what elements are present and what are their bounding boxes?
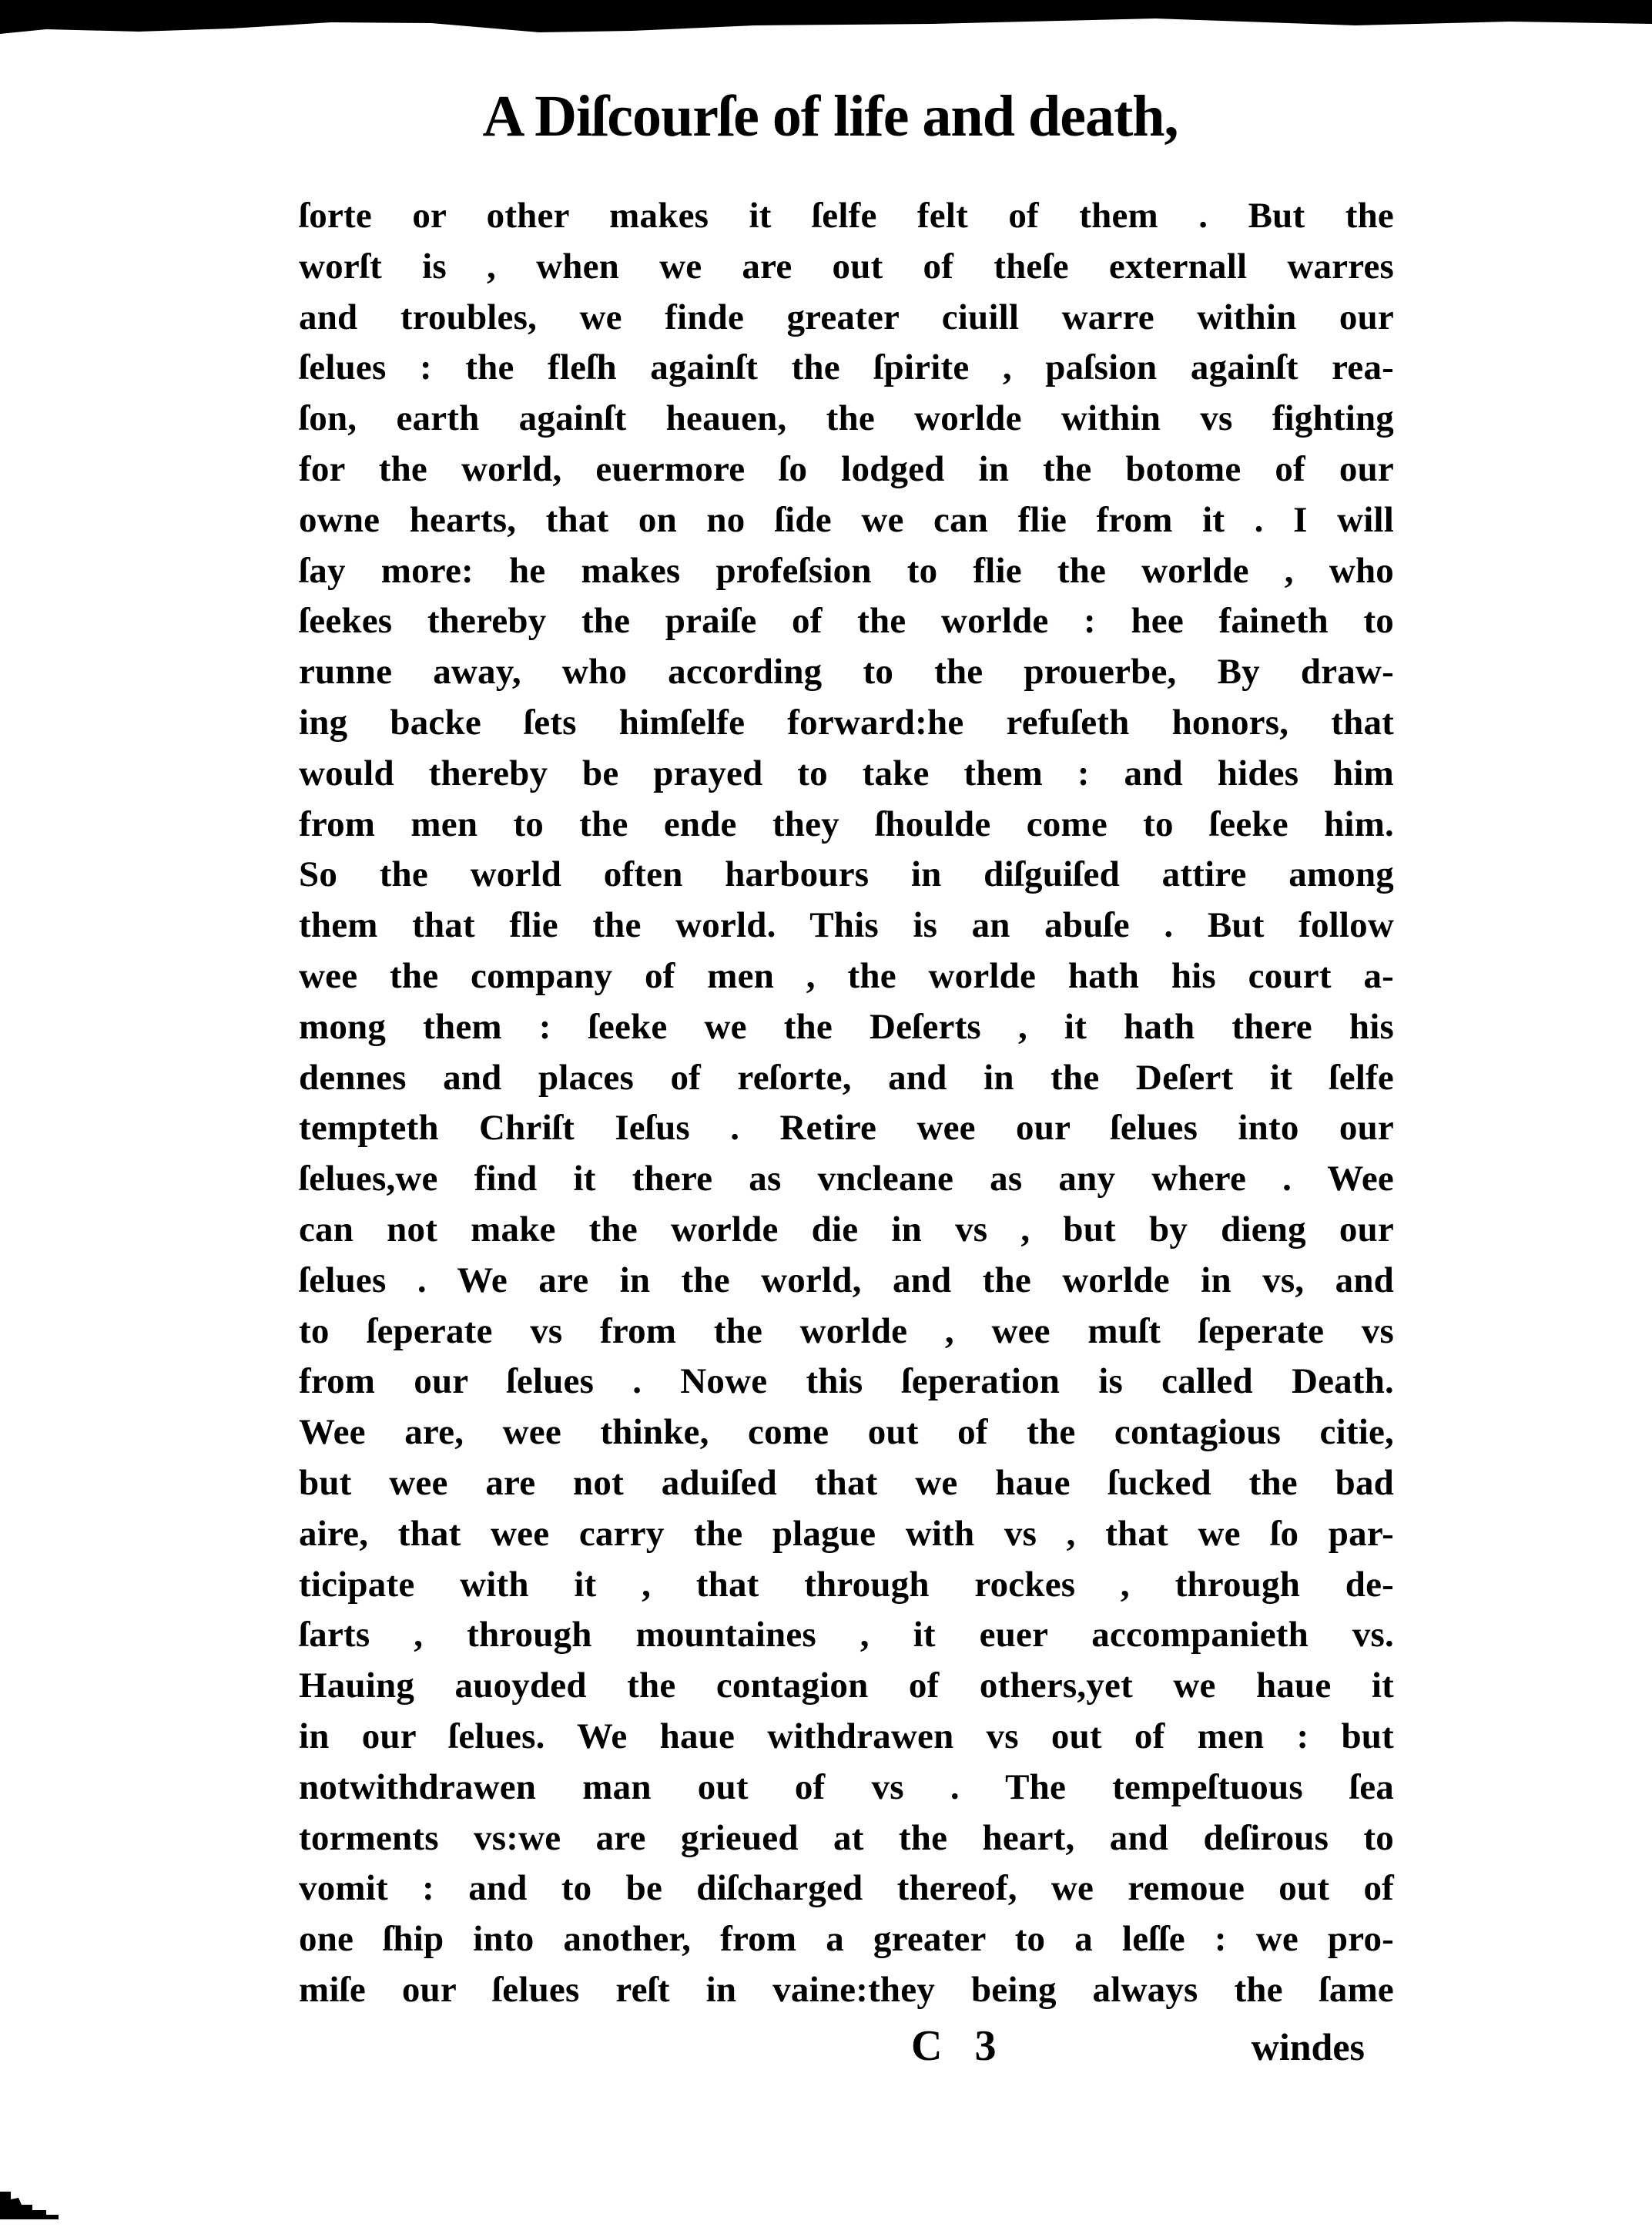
text-line: and troubles, we finde greater ciuill warre within our — [299, 297, 1394, 337]
text-line: ſelues . We are in the world, and the worlde in vs, and — [299, 1260, 1394, 1300]
scan-artifact-bottom-left — [0, 2188, 77, 2230]
scan-artifact-top-band — [0, 0, 1652, 54]
text-line: ſon, earth againſt heauen, the worlde within vs fighting — [299, 398, 1394, 439]
text-line: would thereby be prayed to take them : and hides him — [299, 753, 1394, 793]
text-line: ticipate with it , that through rockes , through de- — [299, 1564, 1394, 1605]
text-line: Wee are, wee thinke, come out of the contagious citie, — [299, 1412, 1394, 1453]
body-text-block — [299, 191, 1394, 2016]
text-line: runne away, who according to the prouerbe, By draw- — [299, 652, 1394, 693]
text-line: aire, that wee carry the plague with vs , that we ſo par- — [299, 1513, 1394, 1554]
text-line: owne hearts, that on no ſide we can flie from it . I will — [299, 499, 1394, 540]
text-line: can not make the worlde die in vs , but by dieng our — [299, 1209, 1394, 1249]
text-line: ing backe ſets himſelfe forward:he refuſeth honors, that — [299, 702, 1394, 743]
text-line: ſorte or other makes it ſelfe felt of them . But the — [299, 196, 1394, 236]
text-line: from men to the ende they ſhoulde come to ſeeke him. — [299, 803, 1394, 844]
text-line: to ſeperate vs from the worlde , wee muſt ſeperate vs — [299, 1310, 1394, 1351]
text-line: ſarts , through mountaines , it euer accompanieth vs. — [299, 1615, 1394, 1655]
text-line: notwithdrawen man out of vs . The tempeſtuous ſea — [299, 1766, 1394, 1807]
text-line: but wee are not aduiſed that we haue ſucked the bad — [299, 1462, 1394, 1503]
text-line: ſelues : the fleſh againſt the ſpirite , paſsion againſt rea- — [299, 347, 1394, 388]
catchword: windes — [1251, 2025, 1365, 2068]
text-line: tempteth Chriſt Ieſus . Retire wee our ſelues into our — [299, 1108, 1394, 1149]
text-line: ſeekes thereby the praiſe of the worlde : hee faineth to — [299, 601, 1394, 642]
text-line: one ſhip into another, from a greater to a leſſe : we pro- — [299, 1919, 1394, 1960]
text-line: ſelues,we find it there as vncleane as any where . Wee — [299, 1159, 1394, 1199]
text-line: torments vs:we are grieued at the heart, and deſirous to — [299, 1817, 1394, 1858]
text-line: ſay more: he makes profeſsion to flie the worlde , who — [299, 550, 1394, 591]
text-line: dennes and places of reſorte, and in the Deſert it ſelfe — [299, 1057, 1394, 1098]
text-line: miſe our ſelues reſt in vaine:they being always the ſame — [299, 1969, 1394, 2010]
text-line: wee the company of men , the worlde hath his court a- — [299, 955, 1394, 996]
text-line: mong them : ſeeke we the Deſerts , it hath there his — [299, 1006, 1394, 1047]
text-line: Hauing auoyded the contagion of others,yet we haue it — [299, 1665, 1394, 1706]
running-title: A Diſcourſe of life and death, — [482, 84, 1178, 149]
text-line: for the world, euermore ſo lodged in the botome of our — [299, 448, 1394, 489]
text-line: vomit : and to be diſcharged thereof, we remoue out of — [299, 1868, 1394, 1909]
signature-mark: C 3 — [911, 2022, 1007, 2070]
text-line: in our ſelues. We haue withdrawen vs out of men : but — [299, 1716, 1394, 1756]
text-line: them that flie the world. This is an abuſe . But follow — [299, 905, 1394, 946]
text-line: So the world often harbours in diſguiſed attire among — [299, 854, 1394, 895]
text-line: from our ſelues . Nowe this ſeperation is called Death. — [299, 1361, 1394, 1402]
signature-row — [299, 2021, 1394, 2091]
text-line: worſt is , when we are out of theſe externall warres — [299, 246, 1394, 287]
